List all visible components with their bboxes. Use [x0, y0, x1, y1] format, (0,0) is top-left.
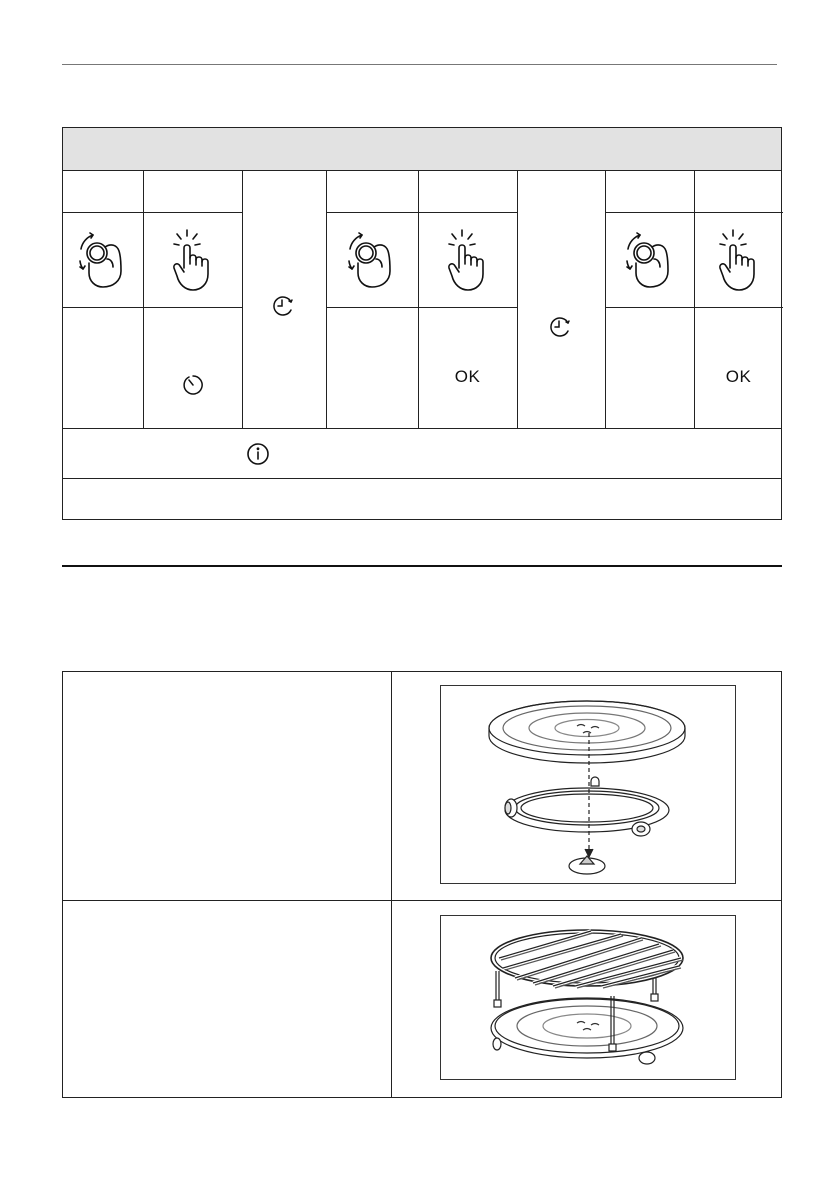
turntable-assembly-illustration — [440, 685, 736, 884]
step-2-gesture — [143, 213, 242, 307]
steps-body — [63, 171, 781, 428]
tap-finger-icon — [169, 228, 217, 292]
step-8-result — [694, 308, 783, 428]
timer-icon — [182, 374, 204, 396]
accessory-table — [62, 671, 782, 1098]
clock-icon — [549, 316, 573, 338]
step-8-gesture — [694, 213, 783, 307]
operation-steps-table — [62, 127, 782, 520]
section-divider — [62, 565, 782, 567]
rotate-knob-icon — [73, 229, 133, 291]
ok-label: OK — [725, 367, 752, 386]
step-3-merged — [242, 171, 326, 428]
info-icon — [246, 442, 270, 466]
rotate-knob-icon — [342, 229, 402, 291]
rotate-knob-icon — [620, 229, 680, 291]
step-7-gesture — [605, 213, 694, 307]
info-note-row — [63, 428, 781, 479]
wire-rack-on-turntable-illustration — [440, 915, 736, 1080]
step-2-result — [143, 308, 242, 428]
step-1-gesture — [63, 213, 143, 307]
clock-icon — [272, 295, 296, 317]
step-4-gesture — [326, 213, 418, 307]
table-header-row — [63, 128, 781, 171]
table-footer-row — [63, 478, 781, 519]
step-5-result — [418, 308, 517, 428]
page-header-rule — [62, 64, 777, 65]
tap-finger-icon — [444, 228, 492, 292]
tap-finger-icon — [715, 228, 763, 292]
step-6-merged — [517, 171, 605, 428]
step-5-gesture — [418, 213, 517, 307]
ok-label: OK — [454, 367, 481, 386]
